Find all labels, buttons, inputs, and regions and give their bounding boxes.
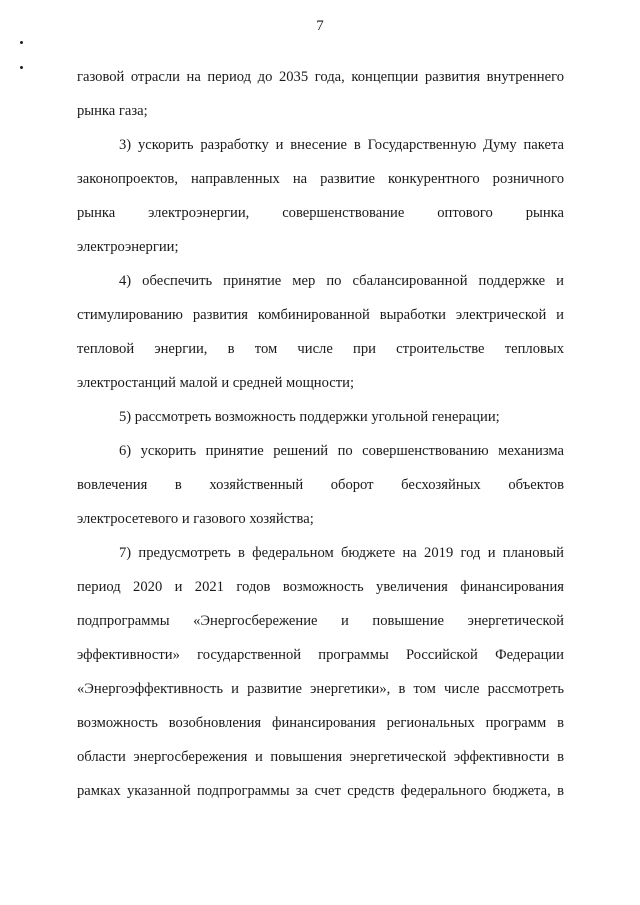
text-line: «Энергоэффективность и развитие энергетики», в том числе рассмотреть	[77, 681, 564, 697]
paragraph-item-4	[77, 264, 564, 400]
text-line: 7) предусмотреть в федеральном бюджете на 2019 год и плановый	[119, 545, 564, 561]
paragraph-item-7	[77, 536, 564, 808]
paragraph-item-6	[77, 434, 564, 536]
text-line: рынка электроэнергии, совершенствование оптового рынка	[77, 205, 564, 221]
text-line: 3) ускорить разработку и внесение в Государственную Думу пакета	[119, 137, 564, 153]
text-line: рамках указанной подпрограммы за счет средств федерального бюджета, в	[77, 783, 564, 799]
text-line: электроэнергии;	[77, 239, 179, 255]
text-line: электросетевого и газового хозяйства;	[77, 511, 314, 527]
text-line: период 2020 и 2021 годов возможность увеличения финансирования	[77, 579, 564, 595]
text-line: возможность возобновления финансирования региональных программ в	[77, 715, 564, 731]
text-line: газовой отрасли на период до 2035 года, концепции развития внутреннего	[77, 69, 564, 85]
text-line: тепловой энергии, в том числе при строительстве тепловых	[77, 341, 564, 357]
text-line: рынка газа;	[77, 103, 148, 119]
text-line: 5) рассмотреть возможность поддержки угольной генерации;	[119, 409, 500, 425]
text-line: эффективности» государственной программы Российской Федерации	[77, 647, 564, 663]
text-line: вовлечения в хозяйственный оборот бесхозяйных объектов	[77, 477, 564, 493]
paragraph-item-3	[77, 128, 564, 264]
scan-dot-mark	[20, 41, 23, 44]
text-line: подпрограммы «Энергосбережение и повышение энергетической	[77, 613, 564, 629]
text-line: области энергосбережения и повышения энергетической эффективности в	[77, 749, 564, 765]
text-line: стимулированию развития комбинированной выработки электрической и	[77, 307, 564, 323]
text-line: электростанций малой и средней мощности;	[77, 375, 354, 391]
text-line: законопроектов, направленных на развитие конкурентного розничного	[77, 171, 564, 187]
scan-dot-mark	[20, 66, 23, 69]
page-number: 7	[316, 18, 324, 34]
paragraph-continuation	[77, 60, 564, 128]
document-body	[77, 60, 564, 808]
paragraph-item-5	[77, 400, 564, 434]
text-line: 6) ускорить принятие решений по совершенствованию механизма	[119, 443, 564, 459]
text-line: 4) обеспечить принятие мер по сбалансированной поддержке и	[119, 273, 564, 289]
